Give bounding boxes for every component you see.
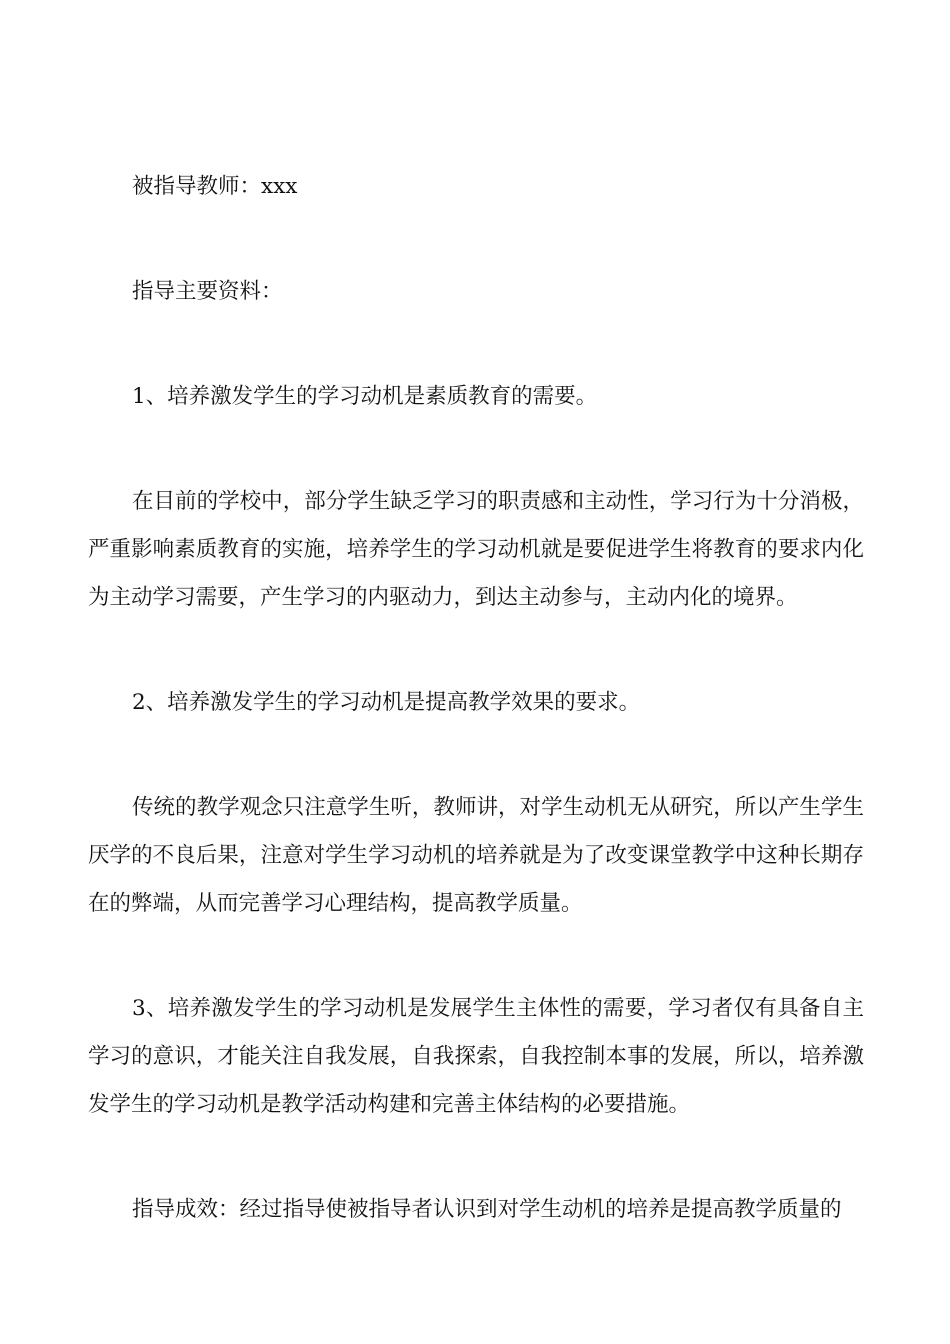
point-2-body: 传统的教学观念只注意学生听，教师讲，对学生动机无从研究，所以产生学生厌学的不良后果，注意对学生学习动机的培养就是为了改变课堂教学中这种长期存在的弊端，从而完善学习心理结构，提高教学质量。 — [88, 795, 864, 916]
point-1-body: 在目前的学校中，部分学生缺乏学习的职责感和主动性，学习行为十分消极，严重影响素质教育的实施，培养学生的学习动机就是要促进学生将教育的要求内化为主动学习需要，产生学习的内驱动力，到达主动参与，主动内化的境界。 — [88, 489, 864, 610]
point-1-heading: 1、培养激发学生的学习动机是素质教育的需要。 — [132, 384, 598, 409]
guided-teacher-line: 被指导教师：xxx — [132, 174, 298, 199]
point-2-heading: 2、培养激发学生的学习动机是提高教学效果的要求。 — [132, 690, 641, 715]
guidance-results-line: 指导成效：经过指导使被指导者认识到对学生动机的培养是提高教学质量的 — [132, 1197, 842, 1222]
point-3-paragraph: 3、培养激发学生的学习动机是发展学生主体性的需要，学习者仅有具备自主学习的意识，才能关注自我发展，自我探索，自我控制本事的发展，所以，培养激发学生的学习动机是教学活动构建和完善主体结构的必要措施。 — [88, 996, 864, 1117]
document-body — [88, 163, 864, 1291]
guidance-materials-heading: 指导主要资料： — [132, 279, 283, 304]
